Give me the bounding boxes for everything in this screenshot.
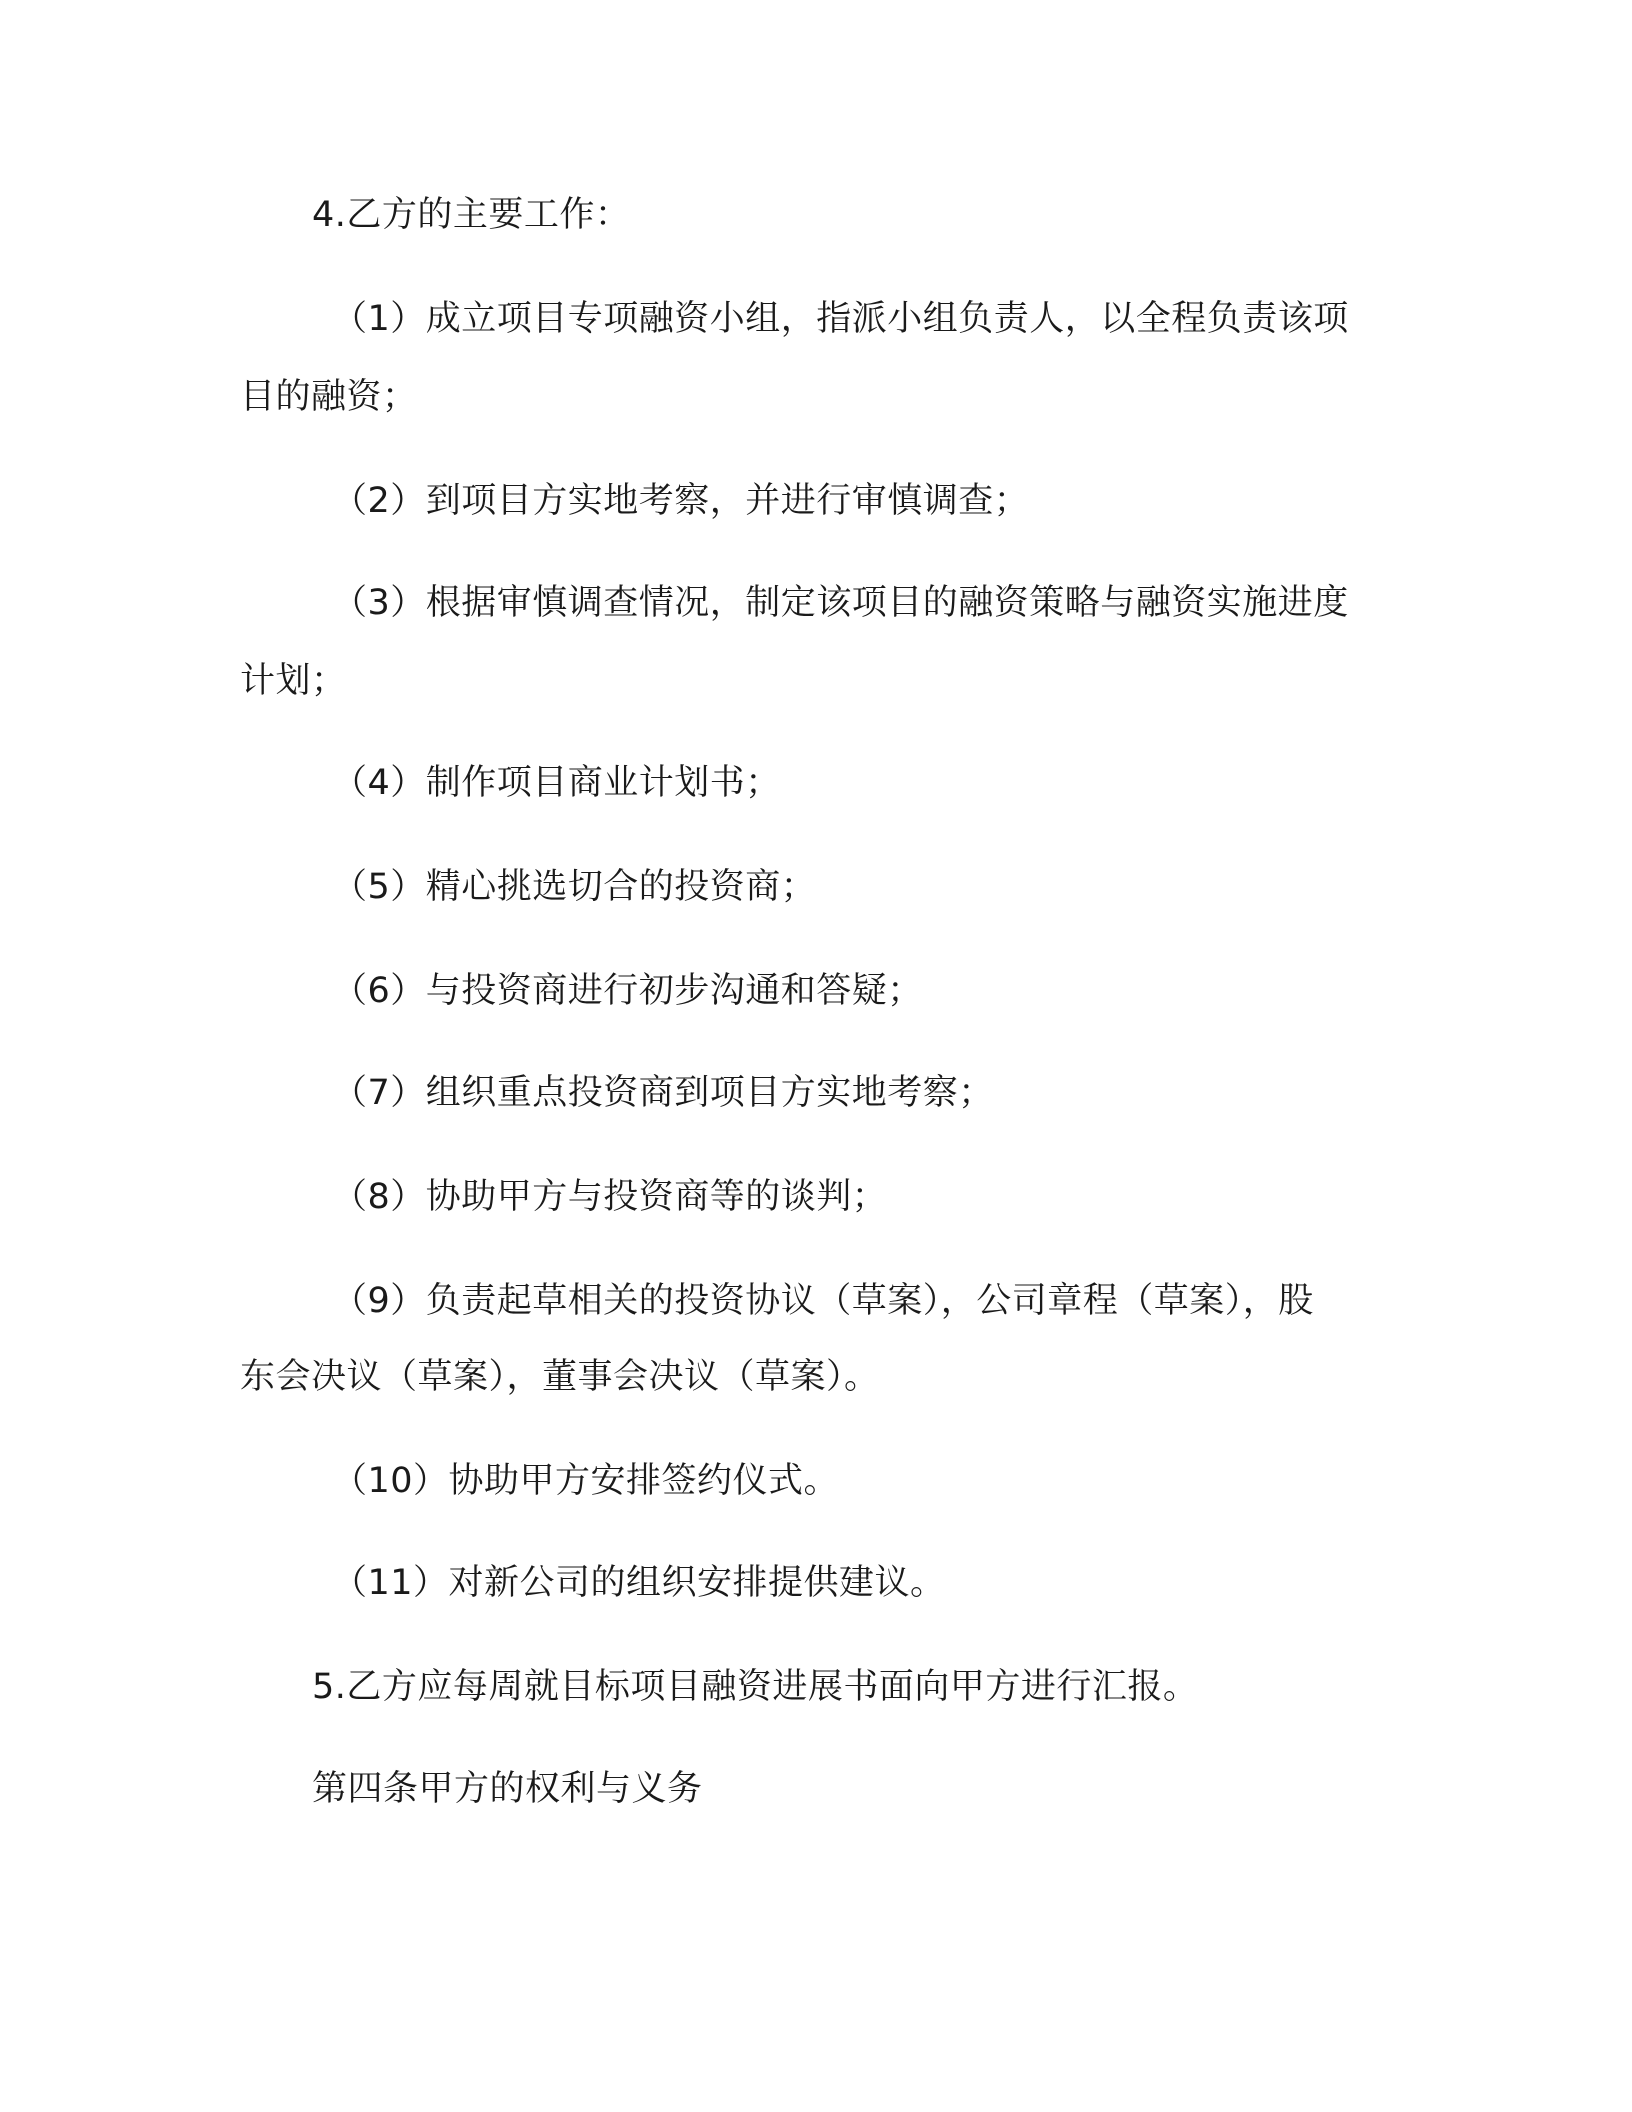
list-item-9: （9）负责起草相关的投资协议（草案），公司章程（草案），股 bbox=[332, 1281, 1314, 1321]
list-item-4: （4）制作项目商业计划书； bbox=[332, 763, 781, 803]
list-item-5: （5）精心挑选切合的投资商； bbox=[332, 867, 817, 907]
list-item-3-continuation: 计划； bbox=[240, 661, 347, 701]
list-item-3: （3）根据审慎调查情况，制定该项目的融资策略与融资实施进度 bbox=[332, 583, 1349, 623]
list-item-2: （2）到项目方实地考察，并进行审慎调查； bbox=[332, 481, 1030, 521]
section-4-heading: 4.乙方的主要工作： bbox=[312, 195, 631, 235]
article-4-heading: 第四条甲方的权利与义务 bbox=[312, 1769, 703, 1809]
list-item-10: （10）协助甲方安排签约仪式。 bbox=[332, 1461, 840, 1501]
list-item-1: （1）成立项目专项融资小组，指派小组负责人，以全程负责该项 bbox=[332, 299, 1349, 339]
list-item-7: （7）组织重点投资商到项目方实地考察； bbox=[332, 1073, 994, 1113]
list-item-1-continuation: 目的融资； bbox=[240, 377, 418, 417]
list-item-6: （6）与投资商进行初步沟通和答疑； bbox=[332, 971, 923, 1011]
list-item-9-continuation: 东会决议（草案），董事会决议（草案）。 bbox=[240, 1357, 880, 1397]
list-item-11: （11）对新公司的组织安排提供建议。 bbox=[332, 1563, 946, 1603]
list-item-8: （8）协助甲方与投资商等的谈判； bbox=[332, 1177, 888, 1217]
section-5-paragraph: 5.乙方应每周就目标项目融资进展书面向甲方进行汇报。 bbox=[312, 1667, 1199, 1707]
